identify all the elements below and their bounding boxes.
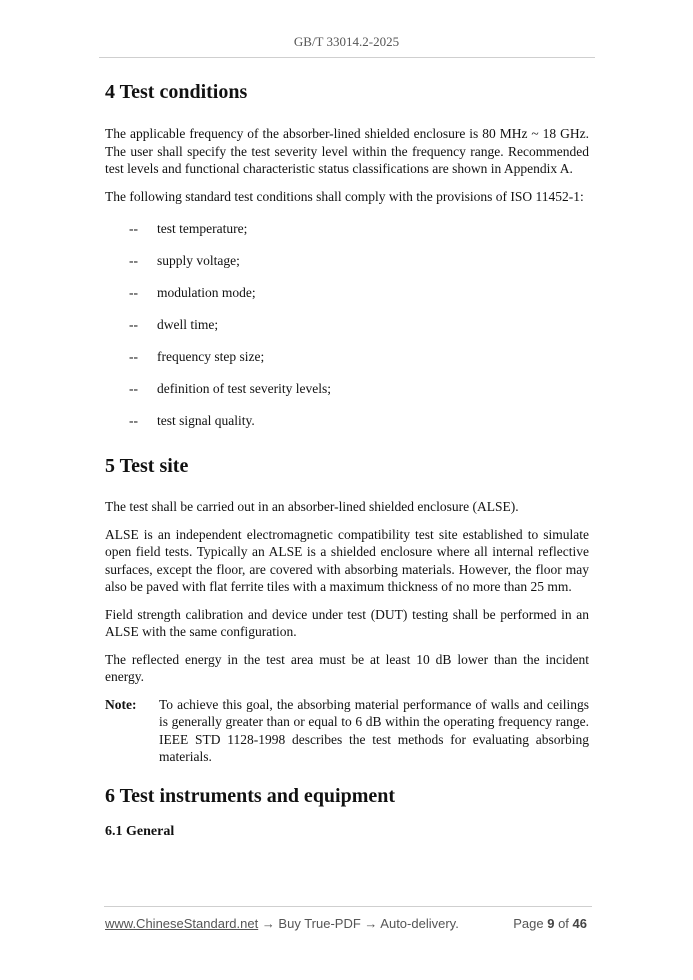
list-item <box>105 380 589 412</box>
list-item-text: dwell time; <box>157 317 219 332</box>
section-4-para-2: The following standard test conditions shall comply with the provisions of ISO 11452-1: <box>105 188 584 204</box>
section-6-heading: 6 Test instruments and equipment <box>105 784 396 807</box>
list-item-text: definition of test severity levels; <box>157 381 331 396</box>
list-item-text: modulation mode; <box>157 285 256 300</box>
footer-divider <box>104 906 592 907</box>
list-item-text: test temperature; <box>157 221 248 236</box>
subsection-6-1-heading: 6.1 General <box>105 823 175 839</box>
note-block <box>105 696 589 766</box>
website-link[interactable]: www.ChineseStandard.net <box>105 916 259 931</box>
dash-bullet: -- <box>129 349 138 364</box>
list-item-text: test signal quality. <box>157 413 255 428</box>
test-conditions-list <box>105 220 589 444</box>
dash-bullet: -- <box>129 381 138 396</box>
list-item <box>105 412 589 444</box>
section-5-para-2: ALSE is an independent electromagnetic compatibility test site established to simulate open field tests. Typically an ALSE is a shielded enclosure where all internal reflective surfaces, except the floor, are covered with absorbing materials. However, the floor may also be paved with flat ferrite tiles with a maximum thickness of no more than 25 mm. <box>105 526 589 594</box>
dash-bullet: -- <box>129 253 138 268</box>
list-item <box>105 316 589 348</box>
section-5-heading: 5 Test site <box>105 455 189 477</box>
dash-bullet: -- <box>129 317 138 332</box>
promo-text: → Buy True-PDF → Auto-delivery. <box>258 916 459 931</box>
current-page: 9 <box>547 916 555 931</box>
list-item <box>105 252 589 284</box>
section-4-para-1: The applicable frequency of the absorber-lined shielded enclosure is 80 MHz ~ 18 GHz. The user shall specify the test severity level within the frequency range. Recommended test levels and functional characteristic status classifications are shown in Appendix A. <box>105 126 589 176</box>
page-content <box>105 78 589 842</box>
page-label: Page <box>513 916 544 931</box>
note-label: Note: <box>105 696 137 712</box>
section-5-para-3: Field strength calibration and device under test (DUT) testing shall be performed in an ALSE with the same configuration. <box>105 606 589 639</box>
footer-promo <box>105 916 459 931</box>
list-item <box>105 348 589 380</box>
page-footer <box>105 916 587 931</box>
total-pages: 46 <box>572 916 587 931</box>
list-item <box>105 220 589 252</box>
of-label: of <box>558 916 569 931</box>
section-5-para-1: The test shall be carried out in an absorber-lined shielded enclosure (ALSE). <box>105 499 519 514</box>
list-item-text: supply voltage; <box>157 253 240 268</box>
dash-bullet: -- <box>129 221 138 236</box>
header-divider <box>99 57 595 58</box>
page-indicator <box>513 916 587 931</box>
dash-bullet: -- <box>129 285 138 300</box>
dash-bullet: -- <box>129 413 138 428</box>
list-item-text: frequency step size; <box>157 349 265 364</box>
list-item <box>105 284 589 316</box>
section-5-para-4: The reflected energy in the test area must be at least 10 dB lower than the incident energy. <box>105 651 589 684</box>
section-4-heading: 4 Test conditions <box>105 81 248 103</box>
running-header: GB/T 33014.2-2025 <box>293 34 400 49</box>
note-text: To achieve this goal, the absorbing material performance of walls and ceilings is generally greater than or equal to 6 dB within the operating frequency range. IEEE STD 1128-1998 describes the test methods for evaluating absorbing materials. <box>159 696 589 764</box>
